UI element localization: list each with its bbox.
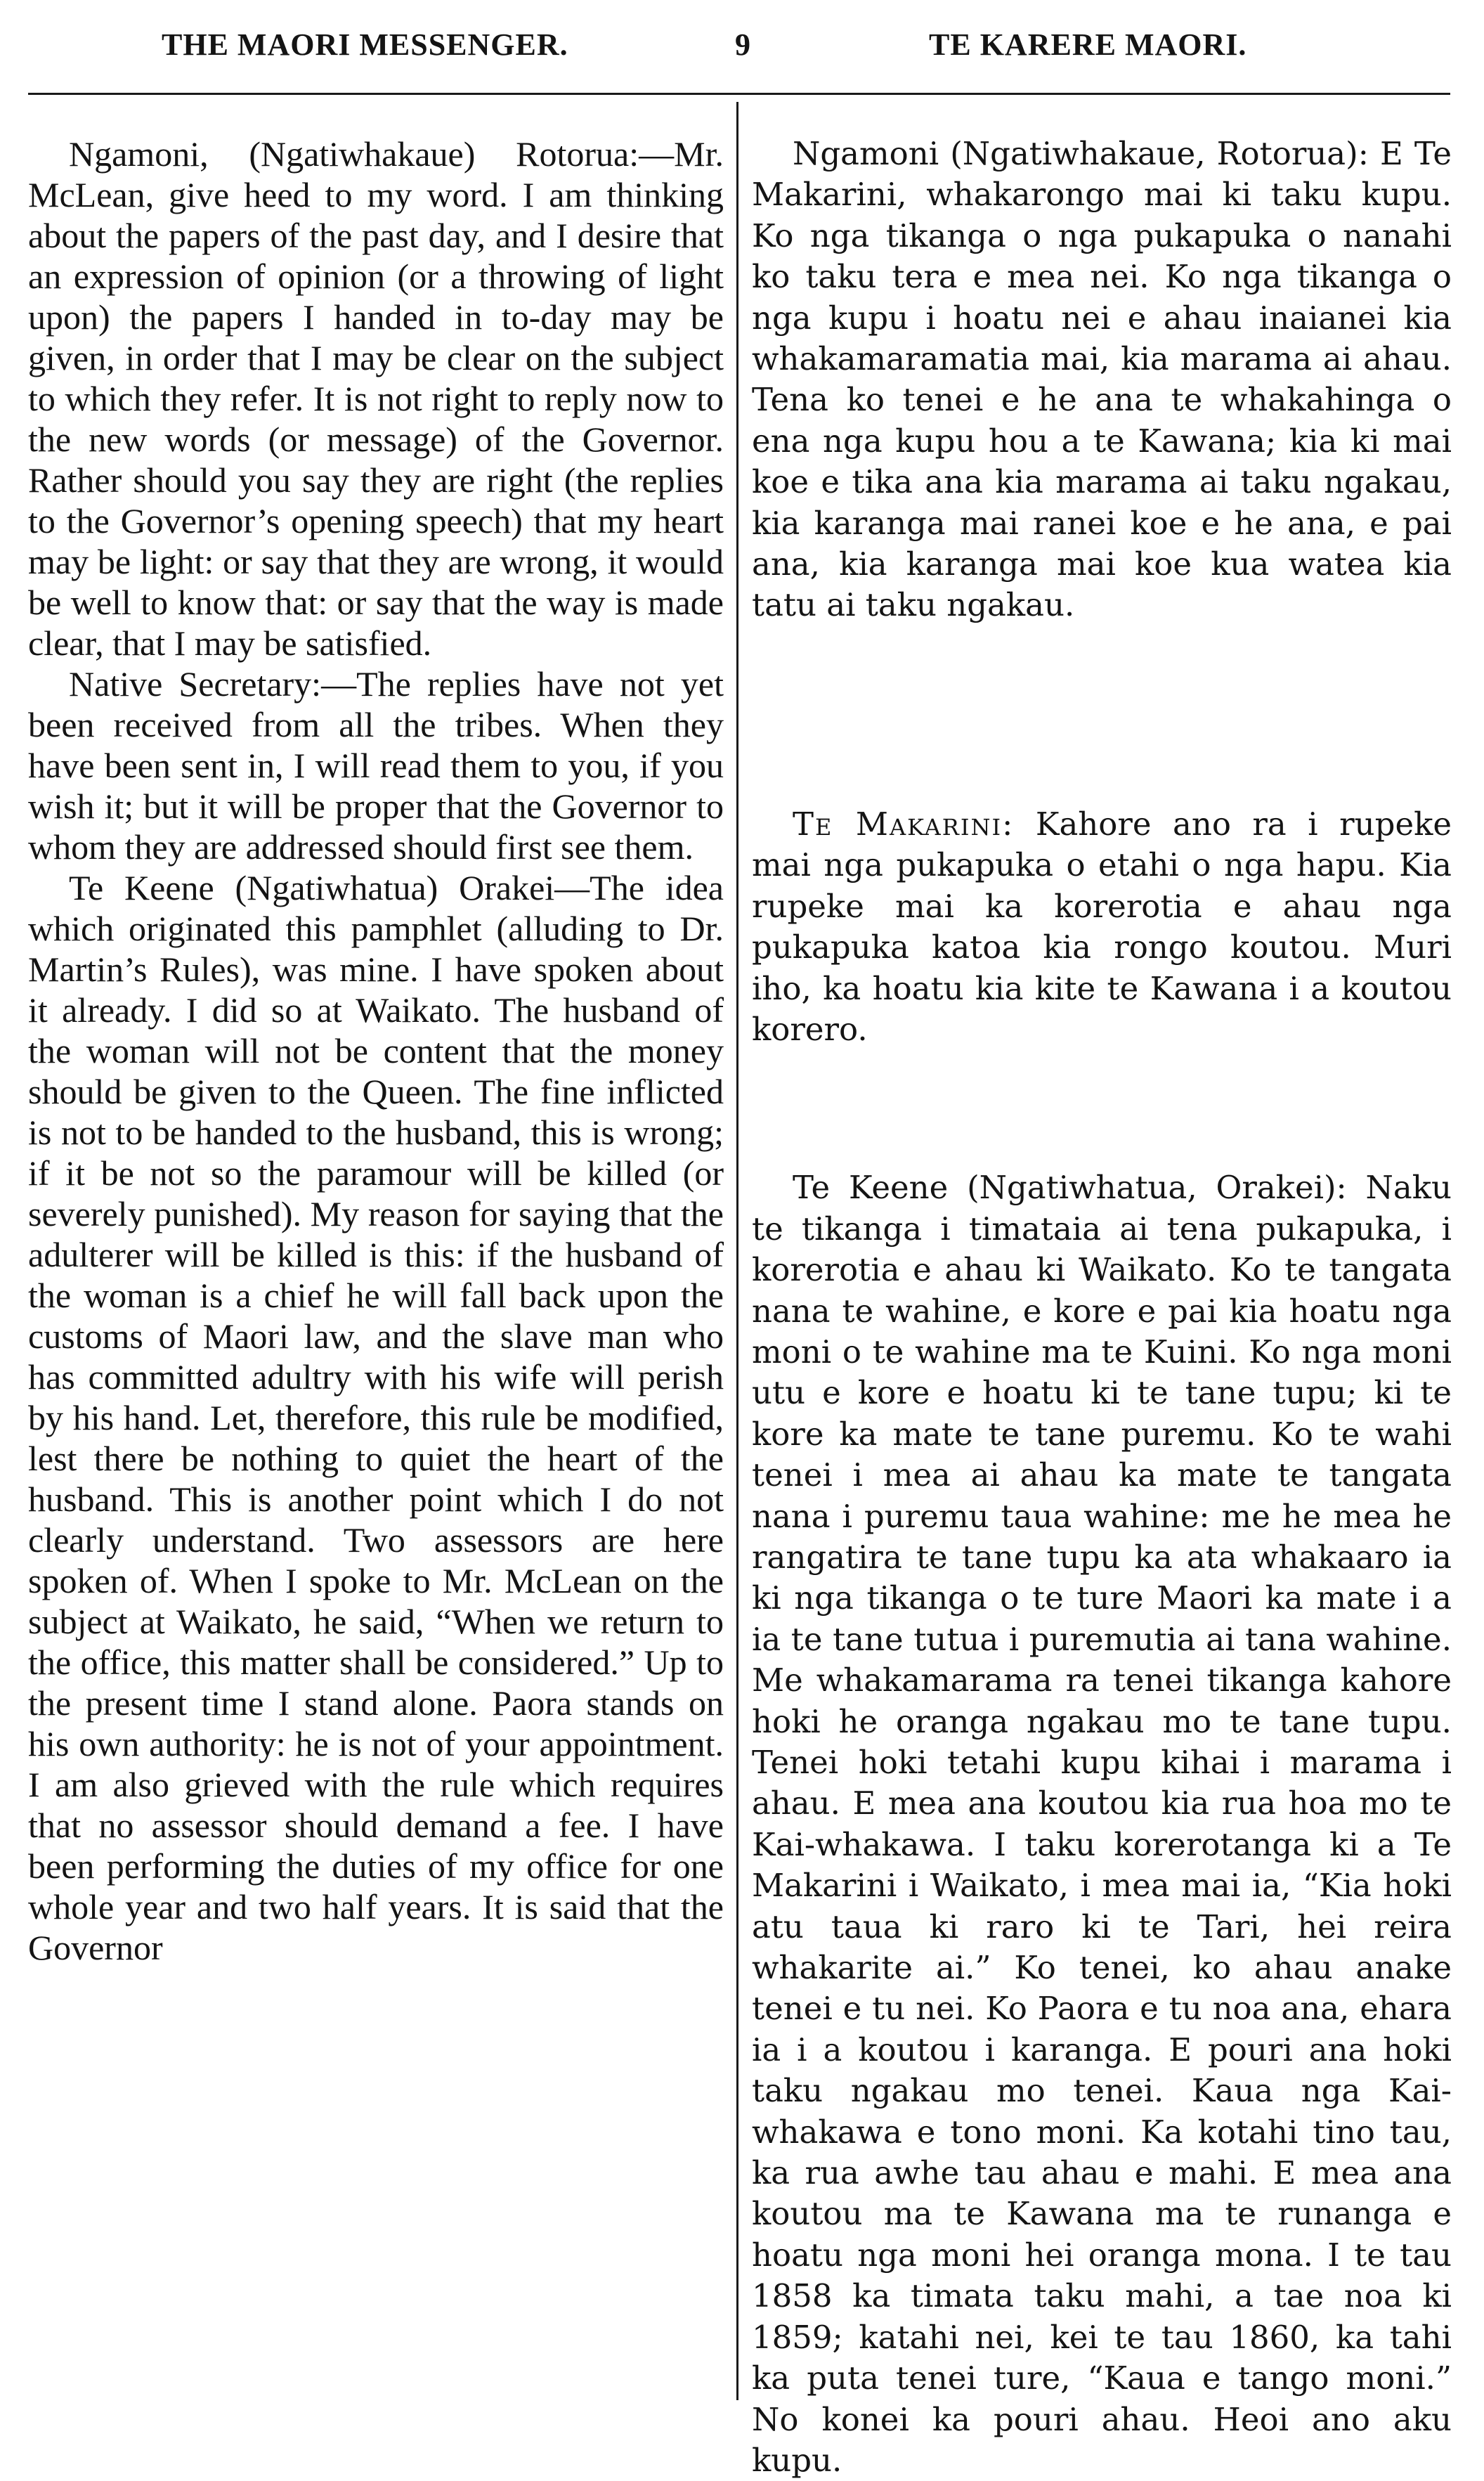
maori-paragraph xyxy=(752,134,1452,626)
paragraph-text: Mr. McLean, give heed to my word. I am thinking about the papers of the past day, and I desire that an expression of opinion (or a throwing of light upon) the papers I handed in to-day may be given, in order that I may be clear on the subject to which they refer. It is not right to reply now to the new words (or message) of the Governor. Rather should you say they are right (the replies to the Governor’s opening speech) that my heart may be light: or say that they are wrong, it would be well to know that: or say that the way is made clear, that I may be satisfied. xyxy=(28,134,724,663)
paragraph-text: The idea which originated this pamphlet (alluding to Dr. Martin’s Rules), was mine. I have spoken about it already. I did so at Waikato. The husband of the woman will not be content that the money should be given to the Queen. The fine inflicted is not to be handed to the husband, this is wrong; if it be not so the paramour will be killed (or severely punished). My reason for saying that the adulterer will be killed is this: if the husband of the woman is a chief he will fall back upon the customs of Maori law, and the slave man who has committed adultry with his wife will perish by his hand. Let, therefore, this rule be modified, lest there be nothing to quiet the heart of the husband. This is another point which I do not clearly understand. Two assessors are here spoken of. When I spoke to Mr. McLean on the subject at Waikato, he said, “When we return to the office, this matter shall be considered.” Up to the present time I stand alone. Paora stands on his own authority: he is not of your appointment. I am also grieved with the rule which requires that no assessor should demand a fee. I have been performing the duties of my office for one whole year and two half years. It is said that the Governor xyxy=(28,868,724,1967)
page-number: 9 xyxy=(735,27,751,62)
english-paragraph xyxy=(28,134,724,663)
speaker-name: Ngamoni (Ngatiwhakaue, Rotorua): xyxy=(793,135,1369,172)
english-paragraph xyxy=(28,867,724,1968)
column-spacer xyxy=(752,1050,1452,1167)
english-paragraph xyxy=(28,663,724,867)
header-title-maori: TE KARERE MAORI. xyxy=(929,27,1247,62)
speaker-name: Native Secretary:— xyxy=(69,664,357,704)
paragraph-text: Naku te tikanga i timataia ai tena pukapuka, i korerotia e ahau ki Waikato. Ko te tangata nana te wahine, e kore e pai kia hoatu nga moni o te wahine ma te Kuini. Ko nga moni utu e kore e hoatu ki te tane tupu; ki te kore ka mate te tane puremu. Ko te wahi tenei i mea ai ahau ka mate te tangata nana i puremu taua wahine: me he mea he rangatira te tane tupu ka ata whakaaro ia ki nga tikanga o te ture Maori ka mate i a ia te tane tutua i puremutia ai tana wahine. Me whakamarama ra tenei tikanga kahore hoki he oranga ngakau mo te tane tupu. Tenei hoki tetahi kupu kihai i marama i ahau. E mea ana koutou kia rua hoa mo te Kai-whakawa. I taku korerotanga ki a Te Makarini i Waikato, i mea mai ia, “Kia hoki atu taua ki raro ki te Tari, hei reira whakarite ai.” Ko tenei, ko ahau anake tenei e tu nei. Ko Paora e tu noa ana, ehara ia i a koutou i karanga. E pouri ana hoki taku ngakau mo tenei. Kaua nga Kai-whakawa e tono moni. Ka kotahi tino tau, ka rua awhe tau ahau e mahi. E mea ana koutou ma te Kawana ma te runanga e hoatu nga moni hei oranga mona. I te tau 1858 ka timata taku mahi, a tae noa ki 1859; katahi nei, kei te tau 1860, ka tahi ka puta tenei ture, “Kaua e tango moni.” No konei ka pouri ahau. Heoi ano aku kupu. xyxy=(752,1169,1452,2479)
speaker-name: Te Makarini: xyxy=(793,805,1015,843)
column-divider xyxy=(736,102,738,2400)
paragraph-text: The replies have not yet been received from all the tribes. When they have been sent in, I will read them to you, if you wish it; but it will be proper that the Governor to whom they are addressed should first see them. xyxy=(28,664,724,867)
speaker-name: Ngamoni, (Ngatiwhakaue) Rotorua:— xyxy=(69,134,675,174)
speaker-name: Te Keene (Ngatiwhatua, Orakei): xyxy=(793,1169,1347,1207)
header-rule xyxy=(28,93,1450,95)
english-column xyxy=(28,134,724,1968)
paragraph-text: Kahore ano ra i rupeke mai nga pukapuka o etahi o nga hapu. Kia rupeke mai ka korerotia e ahau nga pukapuka katoa kia rongo koutou. Muri iho, ka hoatu kia kite te Kawana i a koutou korero. xyxy=(752,805,1452,1048)
speaker-name: Te Keene (Ngatiwhatua) Orakei— xyxy=(69,868,590,907)
maori-paragraph xyxy=(752,804,1452,1050)
maori-paragraph xyxy=(752,1167,1452,2481)
column-spacer xyxy=(752,626,1452,804)
paragraph-text: E Te Makarini, whakarongo mai ki taku kupu. Ko nga tikanga o nga pukapuka o nanahi ko taku tera e mea nei. Ko nga tikanga o nga kupu i hoatu nei e ahau inaianei kia whakamaramatia mai, kia marama ai ahau. Tena ko tenei e he ana te whakahinga o ena nga kupu hou a te Kawana; kia ki mai koe e tika ana kia marama ai taku ngakau, kia karanga mai ranei koe e he ana, e pai ana, kia karanga mai koe kua watea kia tatu ai taku ngakau. xyxy=(752,135,1452,624)
page-header xyxy=(0,20,1484,76)
header-title-english: THE MAORI MESSENGER. xyxy=(162,27,568,62)
maori-column xyxy=(752,134,1452,2481)
